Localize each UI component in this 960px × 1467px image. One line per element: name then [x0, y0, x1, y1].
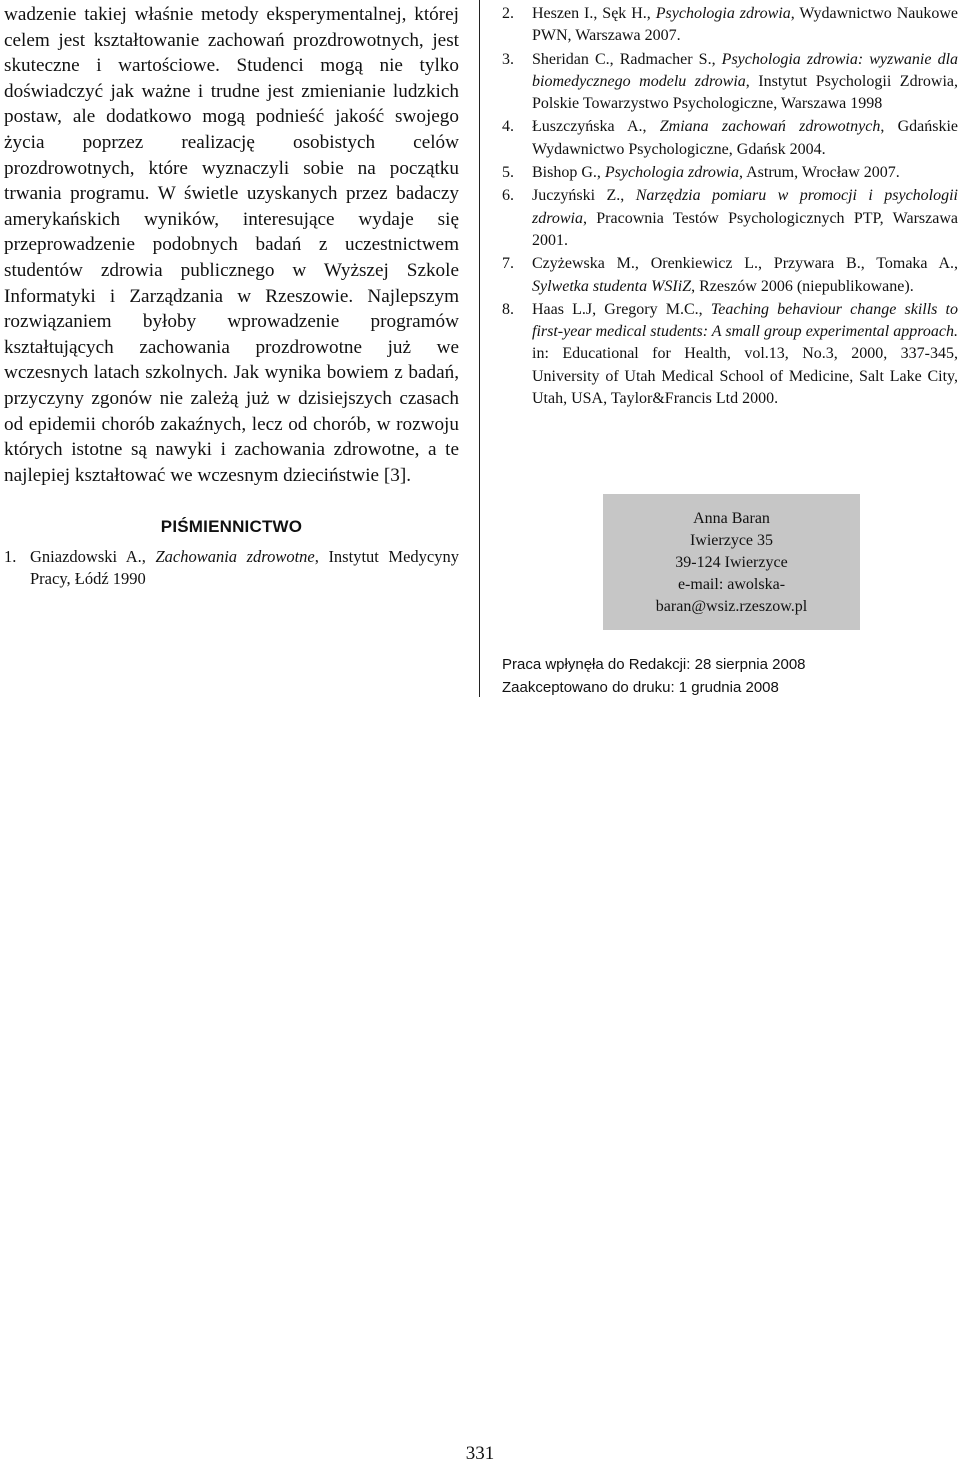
reference-number: 8.: [502, 300, 514, 318]
reference-authors: Sheridan C., Radmacher S.,: [532, 50, 716, 68]
reference-authors: Czyżewska M., Orenkiewicz L., Przywara B., Tomaka A.,: [532, 255, 958, 273]
reference-item: [502, 185, 958, 252]
reference-details: , Instytut Psychologii Zdrowia, Polskie Towarzystwo Psychologiczne, Warszawa 1998: [532, 72, 958, 113]
reference-authors: Bishop G.,: [532, 164, 601, 182]
author-name: Anna Baran: [693, 510, 770, 527]
reference-text: [30, 546, 459, 590]
reference-text: [532, 116, 958, 161]
reference-title: Psychologia zdrowia: [655, 5, 791, 22]
reference-item: [502, 253, 958, 298]
reference-authors: Juczyński Z.,: [532, 187, 625, 205]
reference-title: Zachowania zdrowotne: [155, 546, 315, 566]
reference-title: Zmiana zachowań zdrowotnych: [659, 118, 881, 136]
reference-title: Psychologia zdrowia: [604, 164, 739, 182]
reference-item: [502, 49, 958, 116]
reference-number: 7.: [502, 255, 514, 273]
page-number: 331: [465, 1443, 495, 1464]
reference-text: [532, 299, 958, 410]
author-postal: 39-124 Iwierzyce: [675, 554, 788, 571]
reference-number: 4.: [502, 118, 514, 136]
reference-details: , Wydawnictwo Naukowe PWN, Warszawa 2007.: [532, 5, 959, 45]
column-divider: [479, 0, 480, 697]
reference-number: 5.: [502, 164, 514, 182]
reference-details: , Astrum, Wrocław 2007.: [738, 164, 900, 182]
author-street: Iwierzyce 35: [689, 532, 774, 549]
author-address-box: [603, 494, 860, 630]
reference-item: [502, 162, 958, 184]
reference-details: , Gdańskie Wydawnictwo Psychologiczne, Gdańsk 2004.: [532, 118, 958, 158]
reference-authors: Heszen I., Sęk H.,: [532, 5, 651, 22]
reference-title: Teaching behaviour change skills to first-year medical students: A small group experimental approach.: [532, 300, 958, 341]
reference-text: [532, 3, 958, 48]
reference-authors: Gniazdowski A.,: [30, 546, 146, 566]
submission-dates: [502, 653, 942, 699]
received-date: Praca wpłynęła do Redakcji: 28 sierpnia 2008: [502, 656, 806, 673]
reference-details: , Rzeszów 2006 (niepublikowane).: [691, 277, 914, 295]
author-email-line2: baran@wsiz.rzeszow.pl: [655, 598, 808, 615]
accepted-date: Zaakceptowano do druku: 1 grudnia 2008: [502, 679, 779, 696]
reference-text: [532, 162, 958, 184]
reference-text: [532, 49, 958, 116]
reference-item: [502, 3, 958, 48]
reference-number: 3.: [502, 50, 514, 68]
reference-title: Psychologia zdrowia: wyzwanie dla biomedycznego modelu zdrowia: [532, 50, 959, 90]
references-heading: PIŚMIENNICTWO: [160, 517, 303, 537]
reference-number: 1.: [4, 546, 17, 566]
left-column: [4, 2, 459, 590]
reference-details: , Instytut Medycyny Pracy, Łódź 1990: [30, 546, 459, 588]
reference-item: [502, 299, 958, 410]
reference-item: [4, 546, 459, 590]
reference-number: 2.: [502, 5, 514, 22]
reference-details: in: Educational for Health, vol.13, No.3, 2000, 337-345, University of Utah Medical School of Medicine, Salt Lake City, Utah, USA, Taylor&Francis Ltd 2000.: [532, 345, 958, 408]
reference-authors: Łuszczyńska A.,: [532, 118, 647, 136]
reference-details: , Pracownia Testów Psychologicznych PTP, Warszawa 2001.: [532, 209, 958, 249]
reference-title: Sylwetka studenta WSIiZ: [532, 277, 692, 295]
reference-title: Narzędzia pomiaru w promocji i psychologii zdrowia: [532, 187, 959, 227]
author-email-line1: e-mail: awolska-: [677, 576, 786, 593]
reference-authors: Haas L.J, Gregory M.C.,: [532, 300, 703, 318]
reference-text: [532, 253, 958, 298]
reference-item: [502, 116, 958, 161]
reference-text: [532, 185, 958, 252]
reference-number: 6.: [502, 187, 514, 205]
body-paragraph: wadzenie takiej właśnie metody eksperymentalnej, której celem jest kształtowanie zachowań prozdrowotnych, jest skuteczne i wartościowe. Studenci mogą nie tylko doświadczyć jak ważne i trudne jest zmienianie ludzkich postaw, ale dodatkowo mogą podnieść jakość swojego życia poprzez realizację osobistych celów prozdrowotnych, które wyznaczyli sobie na początku trwania programu. W świetle uzyskanych przez badaczy amerykańskich wyników, interesujące wydaje się przeprowadzenie podobnych badań z uczestnictwem studentów zdrowia publicznego w Wyższej Szkole Informatyki i Zarządzania w Rzeszowie. Najlepszym rozwiązaniem byłoby wprowadzenie programów kształtujących zachowania prozdrowotne już we wczesnych latach szkolnych. Jak wynika bowiem z badań, przyczyny zgonów nie zależą już w dzisiejszych czasach od epidemii chorób zakaźnych, lecz od chorób, w rozwoju których istotne są nawyki i zachowania zdrowotne, a te najlepiej kształtować we wczesnym dzieciństwie [3].: [4, 4, 459, 486]
right-column: [502, 3, 958, 411]
